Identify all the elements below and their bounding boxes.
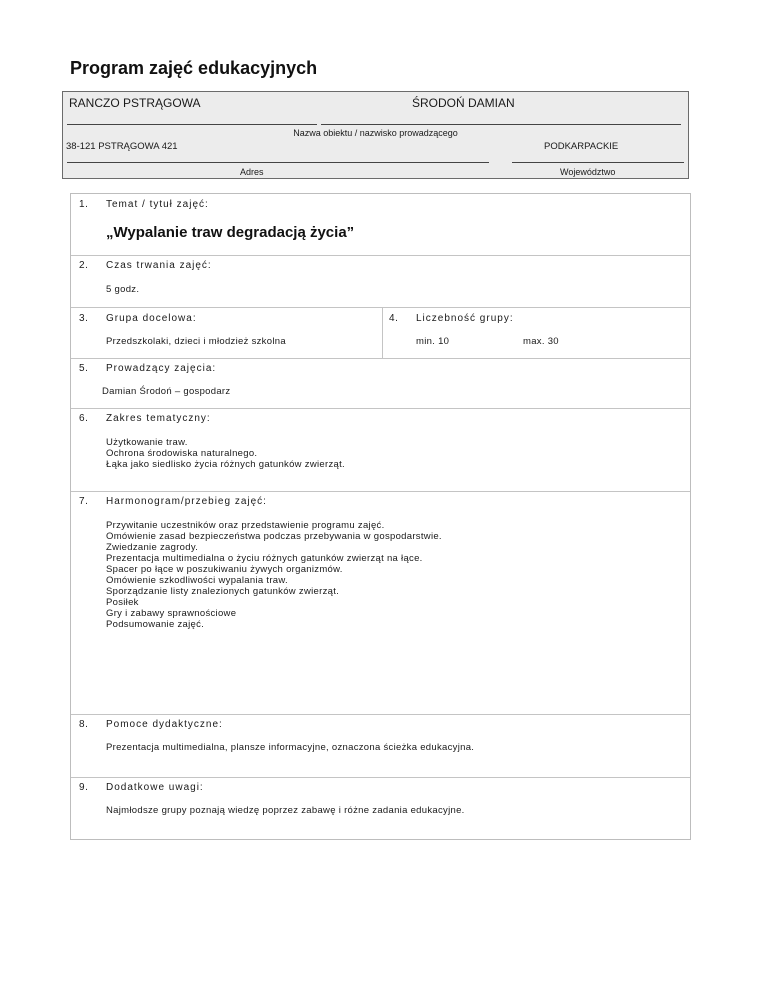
section-label: Grupa docelowa: (106, 313, 197, 324)
divider (71, 307, 690, 308)
notes-value: Najmłodsze grupy poznają wiedzę poprzez zabawę i różne zadania edukacyjne. (106, 805, 465, 816)
divider (71, 714, 690, 715)
section-label: Temat / tytuł zajęć: (106, 199, 209, 210)
section-number: 8. (79, 719, 89, 730)
address-value: 38-121 PSTRĄGOWA 421 (66, 141, 178, 152)
schedule-line: Przywitanie uczestników oraz przedstawienie programu zajęć. (106, 520, 385, 531)
group-size-min: min. 10 (416, 336, 450, 347)
schedule-line: Posiłek (106, 597, 139, 608)
header-box (62, 91, 689, 179)
section-label: Harmonogram/przebieg zajęć: (106, 496, 267, 507)
section-number: 5. (79, 363, 89, 374)
voivodeship-underline (512, 162, 684, 163)
topic-title: „Wypalanie traw degradacją życia” (106, 224, 355, 241)
section-number: 1. (79, 199, 89, 210)
section-number: 7. (79, 496, 89, 507)
divider (71, 358, 690, 359)
section-number: 9. (79, 782, 89, 793)
schedule-line: Spacer po łące w poszukiwaniu żywych organizmów. (106, 564, 343, 575)
schedule-line: Zwiedzanie zagrody. (106, 542, 199, 553)
scope-line: Ochrona środowiska naturalnego. (106, 448, 258, 459)
program-form (70, 193, 691, 840)
section-number: 6. (79, 413, 89, 424)
object-underline (67, 124, 317, 125)
leader-underline (321, 124, 681, 125)
voivodeship-caption: Województwo (560, 167, 616, 177)
section-label: Czas trwania zajęć: (106, 260, 212, 271)
section-label: Liczebność grupy: (416, 313, 514, 324)
schedule-line: Gry i zabawy sprawnościowe (106, 608, 237, 619)
section-number: 2. (79, 260, 89, 271)
section-label: Prowadzący zajęcia: (106, 363, 217, 374)
target-group-value: Przedszkolaki, dzieci i młodzież szkolna (106, 336, 286, 347)
schedule-line: Sporządzanie listy znalezionych gatunków zwierząt. (106, 586, 340, 597)
schedule-line: Omówienie zasad bezpieczeństwa podczas przebywania w gospodarstwie. (106, 531, 442, 542)
leader-value: Damian Środoń – gospodarz (102, 386, 231, 397)
divider (71, 255, 690, 256)
divider (382, 307, 383, 358)
object-caption: Nazwa obiektu / nazwisko prowadzącego (293, 128, 458, 138)
schedule-line: Podsumowanie zajęć. (106, 619, 205, 630)
divider (71, 777, 690, 778)
section-label: Zakres tematyczny: (106, 413, 211, 424)
section-number: 4. (389, 313, 399, 324)
scope-line: Łąka jako siedlisko życia różnych gatunków zwierząt. (106, 459, 345, 470)
scope-line: Użytkowanie traw. (106, 437, 188, 448)
voivodeship-value: PODKARPACKIE (544, 141, 619, 152)
schedule-line: Omówienie szkodliwości wypalania traw. (106, 575, 288, 586)
address-underline (67, 162, 489, 163)
schedule-line: Prezentacja multimedialna o życiu różnych gatunków zwierząt na łące. (106, 553, 423, 564)
leader-name: ŚRODOŃ DAMIAN (412, 96, 515, 110)
group-size-max: max. 30 (523, 336, 559, 347)
page-title: Program zajęć edukacyjnych (70, 58, 318, 78)
duration-value: 5 godz. (106, 284, 140, 295)
section-label: Dodatkowe uwagi: (106, 782, 204, 793)
object-name: RANCZO PSTRĄGOWA (69, 96, 201, 110)
divider (71, 408, 690, 409)
teaching-aids-value: Prezentacja multimedialna, plansze informacyjne, oznaczona ścieżka edukacyjna. (106, 742, 475, 753)
section-number: 3. (79, 313, 89, 324)
address-caption: Adres (240, 167, 264, 177)
divider (71, 491, 690, 492)
section-label: Pomoce dydaktyczne: (106, 719, 223, 730)
